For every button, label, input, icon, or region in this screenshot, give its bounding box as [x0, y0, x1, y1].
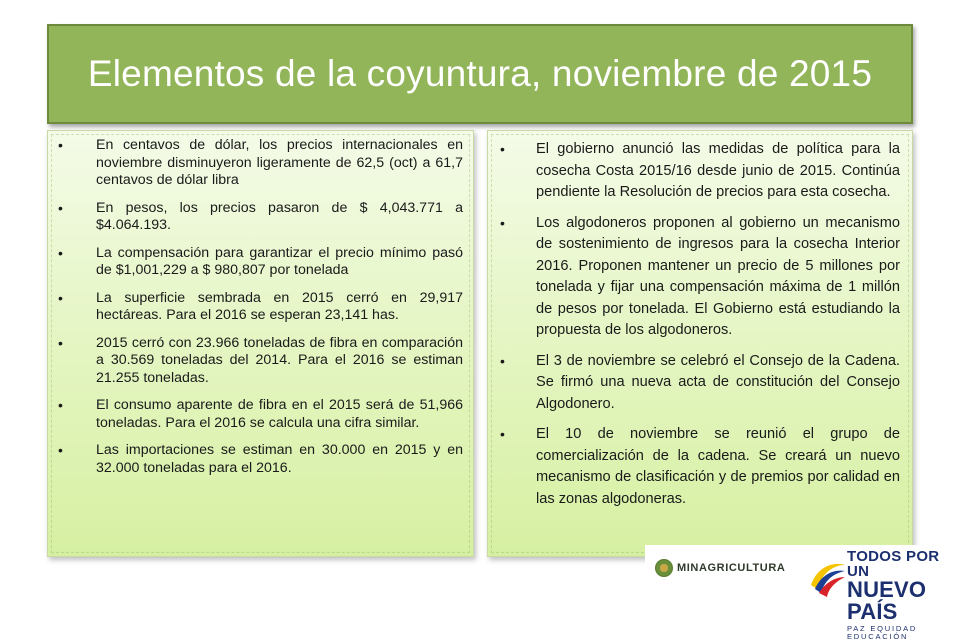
- right-content-panel: [487, 130, 913, 557]
- list-item: [58, 137, 463, 190]
- bullet-text: El 10 de noviembre se reunió el grupo de comercialización de la cadena. Se creará un nuevo mecanismo de clasificación y de premios por calidad en las zonas algodoneras.: [536, 426, 900, 507]
- bullet-text: La superficie sembrada en 2015 cerró en 29,917 hectáreas. Para el 2016 se esperan 23,141 has.: [96, 289, 463, 323]
- bullet-icon: •: [58, 334, 63, 351]
- bullet-icon: •: [58, 244, 63, 261]
- ministry-logo-text: MINAGRICULTURA: [677, 562, 786, 574]
- campaign-line-1: TODOS POR UN: [847, 548, 940, 580]
- bullet-text: El 3 de noviembre se celebró el Consejo de la Cadena. Se firmó una nueva acta de constitución del Consejo Algodonero.: [536, 352, 900, 412]
- footer-logos: [645, 545, 960, 641]
- list-item: [58, 397, 463, 432]
- campaign-line-3: PAZ EQUIDAD EDUCACIÓN: [847, 624, 918, 641]
- bullet-icon: •: [500, 214, 505, 231]
- bullet-icon: •: [500, 141, 505, 157]
- bullet-icon: •: [58, 199, 63, 216]
- bullet-icon: •: [58, 442, 63, 458]
- bullet-text: La compensación para garantizar el precio mínimo pasó de $1,001,229 a $ 980,807 por tonelada: [96, 244, 463, 278]
- bullet-text: Los algodoneros proponen al gobierno un mecanismo de sostenimiento de ingresos para la cosecha Interior 2016. Proponen mantener un precio de 5 millones por tonelada y fijar una compensación máxima de 1 millón de pesos por tonelada. El Gobierno está estudiando la propuesta de los algodoneros.: [536, 214, 900, 338]
- list-item: [500, 351, 900, 416]
- campaign-logo: [847, 549, 960, 640]
- bullet-text: El gobierno anunció las medidas de política para la cosecha Costa 2015/16 desde junio de 2015. Continúa pendiente la Resolución de precios para esta cosecha.: [536, 141, 900, 200]
- campaign-line-2: NUEVO PAÍS: [847, 577, 927, 624]
- list-item: [500, 139, 900, 204]
- right-bullet-list: [500, 139, 900, 510]
- slide-title: Elementos de la coyuntura, noviembre de 2015: [87, 53, 873, 94]
- list-item: [58, 442, 463, 477]
- list-item: [58, 335, 463, 388]
- list-item: [500, 213, 900, 342]
- list-item: [58, 245, 463, 280]
- bullet-text: El consumo aparente de fibra en el 2015 será de 51,966 toneladas. Para el 2016 se calcula una cifra similar.: [96, 397, 463, 431]
- list-item: [58, 200, 463, 235]
- slide-title-bar: [47, 24, 913, 124]
- bullet-text: Las importaciones se estiman en 30.000 en 2015 y en 32.000 toneladas para el 2016.: [96, 442, 463, 476]
- list-item: [500, 424, 900, 510]
- bullet-icon: •: [58, 137, 63, 153]
- left-content-panel: [47, 130, 474, 557]
- colombia-flag-swoosh-icon: [807, 555, 847, 597]
- bullet-text: En pesos, los precios pasaron de $ 4,043.771 a $4.064.193.: [96, 199, 463, 233]
- bullet-text: En centavos de dólar, los precios internacionales en noviembre disminuyeron ligeramente de 62,5 (oct) a 61,7 centavos de dólar libra: [96, 137, 463, 188]
- bullet-icon: •: [58, 397, 63, 413]
- bullet-icon: •: [58, 289, 63, 306]
- bullet-icon: •: [500, 352, 505, 369]
- left-bullet-list: [58, 137, 463, 477]
- list-item: [58, 290, 463, 325]
- coat-of-arms-icon: [655, 559, 673, 577]
- bullet-text: 2015 cerró con 23.966 toneladas de fibra en comparación a 30.569 toneladas del 2014. Para el 2016 se estiman 21.255 toneladas.: [96, 334, 463, 386]
- ministry-logo: [655, 559, 785, 577]
- bullet-icon: •: [500, 426, 505, 442]
